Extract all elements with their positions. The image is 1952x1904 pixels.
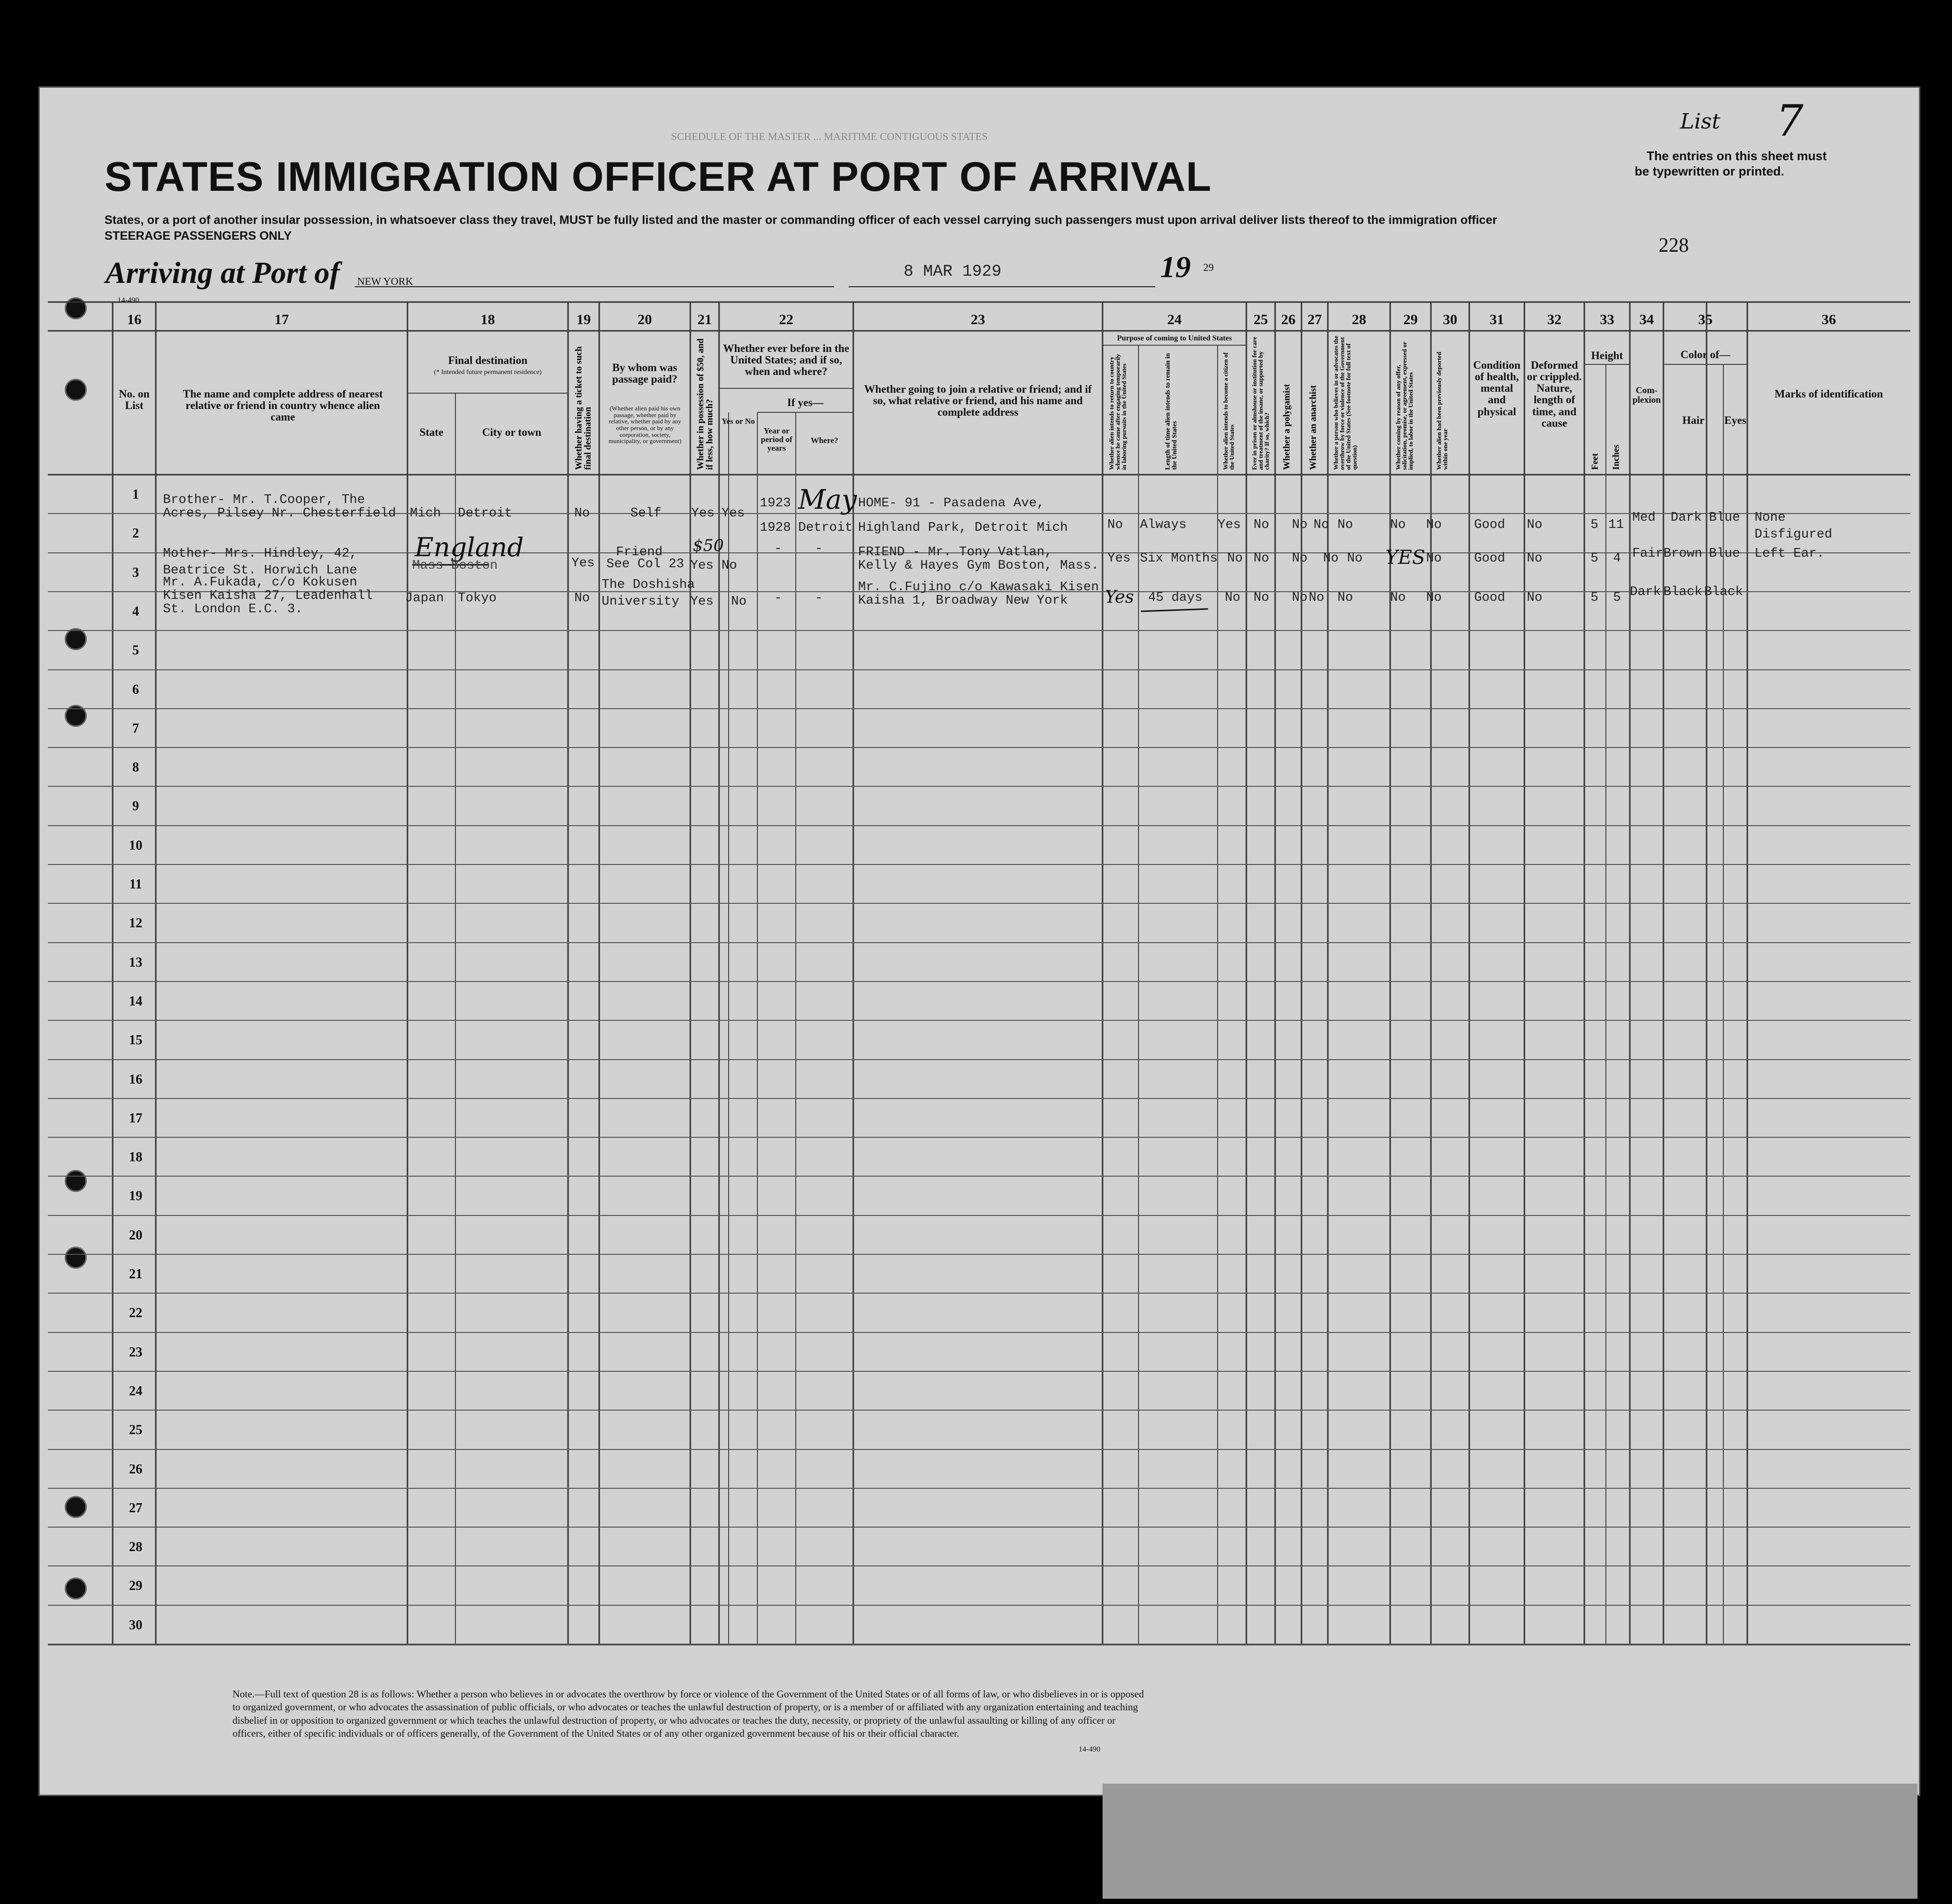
row1-years-1: 1923 xyxy=(760,496,791,511)
form-code: 14-490 xyxy=(1079,1745,1101,1753)
row1-length: Always xyxy=(1140,518,1187,532)
row2-deformed: No xyxy=(1527,551,1543,566)
page-title: STATES IMMIGRATION OFFICER AT PORT OF ARRIVAL xyxy=(105,154,1212,200)
row3-join-line2: Kaisha 1, Broadway New York xyxy=(858,594,1068,608)
row-number: 30 xyxy=(129,1618,142,1633)
row1-c30: No xyxy=(1426,518,1442,532)
row-number: 16 xyxy=(129,1072,142,1087)
row3-state: Japan xyxy=(405,591,444,606)
row2-hair: Brown xyxy=(1663,547,1703,561)
row2-marks-line1: Disfigured xyxy=(1754,527,1833,542)
page-number: 228 xyxy=(1659,234,1689,257)
col-31-header: Condition of health, mental and physical xyxy=(1473,359,1521,418)
faded-header: SCHEDULE OF THE MASTER ... MARITIME CONTIGUOUS STATES xyxy=(671,130,988,142)
row2-money-handwritten: $50 xyxy=(693,536,724,555)
col-30-header: Whether alien had been previously deported within one year xyxy=(1435,351,1449,470)
col-23-number: 23 xyxy=(971,312,985,327)
row2-relative-line2: Beatrice St. Horwich Lane xyxy=(163,563,358,578)
col-34-number: 34 xyxy=(1639,312,1654,327)
row1-city: Detroit xyxy=(458,506,512,521)
row-number: 23 xyxy=(129,1345,142,1360)
row3-eyes: Black xyxy=(1704,585,1743,599)
col-18-city-header: City or town xyxy=(482,426,542,438)
row2-before: No xyxy=(721,559,737,573)
row-number: 7 xyxy=(132,721,139,736)
row2-c27: No xyxy=(1323,551,1339,566)
col-17-number: 17 xyxy=(274,312,289,327)
col-36-header: Marks of identification xyxy=(1774,388,1883,400)
row2-c30: No xyxy=(1426,551,1442,566)
row1-relative-line1: Brother- Mr. T.Cooper, The xyxy=(163,493,365,507)
col-35-number: 35 xyxy=(1698,312,1713,327)
col-24-header: Purpose of coming to United States xyxy=(1117,334,1232,342)
row1-join-line1: HOME- 91 - Pasadena Ave, xyxy=(858,496,1045,511)
col-33-inches-header: Inches xyxy=(1611,444,1621,470)
row-number: 21 xyxy=(129,1267,142,1282)
col-33-number: 33 xyxy=(1600,312,1615,327)
row3-feet: 5 xyxy=(1591,591,1599,605)
row3-length: 45 days xyxy=(1148,591,1203,605)
col-22-ifyes-header: If yes— xyxy=(787,397,824,409)
row2-years: - xyxy=(774,542,782,556)
col-24-return-header: Whether alien intends to return to country whence he came after engaging temporarily in laboring pursuits in the United States xyxy=(1108,353,1127,470)
row1-c28: No xyxy=(1337,518,1353,532)
col-35-eyes-header: Eyes xyxy=(1724,414,1746,426)
col-21-number: 21 xyxy=(697,312,712,327)
row2-return: Yes xyxy=(1107,551,1131,566)
row2-citizen: No xyxy=(1227,551,1243,566)
row1-c26: No xyxy=(1292,518,1308,532)
row2-city-struck: Mass Boston xyxy=(412,559,498,573)
col-28-header: Whether a person who believes in or advocates the overthrow by force or violence of the Government of the United States (See footnote for full text of question) xyxy=(1332,336,1358,470)
col-24-number: 24 xyxy=(1167,312,1182,327)
col-22-yesno-header: Yes or No xyxy=(721,417,755,426)
row-number: 24 xyxy=(129,1384,142,1399)
arrival-date: 8 MAR 1929 xyxy=(904,263,1002,281)
row2-relative-line1: Mother- Mrs. Hindley, 42, xyxy=(163,547,358,561)
row2-money: Yes xyxy=(690,559,714,573)
row-number: 2 xyxy=(132,526,139,541)
row3-citizen: No xyxy=(1225,591,1241,605)
row2-where: - xyxy=(815,542,823,556)
row3-city: Tokyo xyxy=(458,591,497,606)
row3-relative-line1: Mr. A.Fukada, c/o Kokusen xyxy=(163,575,358,590)
row-number: 14 xyxy=(129,994,142,1009)
row-number: 9 xyxy=(132,799,139,814)
row2-ticket: Yes xyxy=(571,556,595,571)
row2-c29: YES xyxy=(1385,547,1426,569)
col-16-number: 16 xyxy=(127,312,141,327)
row2-c28: No xyxy=(1347,551,1363,566)
row-number: 4 xyxy=(132,604,139,619)
row-number: 10 xyxy=(129,838,142,853)
list-number: 7 xyxy=(1776,96,1804,146)
row3-c30: No xyxy=(1426,591,1442,605)
row1-years-2: 1928 xyxy=(760,521,791,535)
row3-relative-line2: Kisen Kaisha 27, Leadenhall xyxy=(163,589,373,603)
row2-paid-by-line1: Friend xyxy=(616,545,663,560)
row3-inches: 5 xyxy=(1613,591,1621,605)
row1-ticket: No xyxy=(574,506,590,521)
col-35-hair-header: Hair xyxy=(1682,414,1705,426)
form-code-top: 14-490 xyxy=(117,296,139,304)
row1-where: Detroit xyxy=(798,521,853,535)
col-29-header: Whether coming by reason of any offer, solicitation, promise, or agreement, expressed or implied, to labor in the United States xyxy=(1394,341,1414,470)
row2-marks-line2: Left Ear. xyxy=(1754,547,1824,561)
row3-c28: No xyxy=(1337,591,1353,605)
row3-c26: No xyxy=(1292,591,1308,605)
row3-where: - xyxy=(815,591,823,606)
col-32-number: 32 xyxy=(1547,312,1562,327)
row3-health: Good xyxy=(1474,591,1505,605)
row1-return: No xyxy=(1107,518,1123,532)
row2-eyes: Blue xyxy=(1709,547,1740,561)
row2-feet: 5 xyxy=(1591,551,1599,566)
col-32-header: Deformed or crippled. Nature, length of time, and cause xyxy=(1527,359,1582,429)
col-35-header: Color of— xyxy=(1680,349,1731,361)
row1-marks: None xyxy=(1754,511,1786,525)
col-19-header: Whether having a ticket to such final destination xyxy=(574,346,593,470)
row3-deformed: No xyxy=(1527,591,1543,605)
row2-length: Six Months xyxy=(1140,551,1218,566)
row1-money: Yes xyxy=(691,506,715,521)
col-26-header: Whether a polygamist xyxy=(1282,384,1292,470)
row2-health: Good xyxy=(1474,551,1505,566)
row3-years: - xyxy=(774,591,782,606)
col-22-where-header: Where? xyxy=(811,436,838,445)
col-22-number: 22 xyxy=(779,312,793,327)
row1-c27: No xyxy=(1313,518,1329,532)
row-number: 1 xyxy=(132,487,139,502)
col-27-number: 27 xyxy=(1307,312,1322,327)
row2-c25: No xyxy=(1254,551,1269,566)
row-number: 17 xyxy=(129,1111,142,1126)
row3-ticket: No xyxy=(574,591,590,606)
row-number: 26 xyxy=(129,1462,142,1477)
row1-paid-by: Self xyxy=(630,506,662,521)
row1-citizen: Yes xyxy=(1218,518,1241,532)
row2-state-handwritten: England xyxy=(415,532,524,562)
col-30-number: 30 xyxy=(1443,312,1457,327)
col-18-subnote: (* Intended future permanent residence) xyxy=(434,369,542,376)
col-20-header: By whom was passage paid? xyxy=(612,362,678,385)
col-18-state-header: State xyxy=(419,426,443,438)
list-label: List xyxy=(1680,109,1720,134)
row1-relative-line2: Acres, Pilsey Nr. Chesterfield xyxy=(163,506,396,521)
row1-health: Good xyxy=(1474,518,1505,532)
row1-hair: Dark xyxy=(1671,511,1702,525)
row1-complexion: Med xyxy=(1632,511,1656,525)
col-21-header: Whether in possession of $50, and if less, how much? xyxy=(696,338,715,470)
row3-join-line1: Mr. C.Fujino c/o Kawasaki Kisen xyxy=(858,580,1099,595)
row-number: 5 xyxy=(132,643,139,658)
row3-relative-line3: St. London E.C. 3. xyxy=(163,602,303,617)
row2-join-line1: FRIEND - Mr. Tony Vatlan, xyxy=(858,545,1053,560)
row1-eyes: Blue xyxy=(1709,511,1740,525)
col-33-header: Height xyxy=(1591,350,1623,362)
row1-feet: 5 xyxy=(1591,518,1599,532)
col-27-header: Whether an anarchist xyxy=(1308,385,1318,470)
steerage-label: STEERAGE PASSENGERS ONLY xyxy=(105,229,292,243)
row3-complexion: Dark xyxy=(1630,585,1661,599)
row-number: 3 xyxy=(132,565,139,580)
row1-state: Mich xyxy=(410,506,441,521)
col-20-number: 20 xyxy=(638,312,652,327)
row-number: 6 xyxy=(132,682,139,697)
row3-paid-by-line1: The Doshisha xyxy=(602,578,695,592)
row-number: 11 xyxy=(129,877,142,892)
col-24-length-header: Length of time alien intends to remain in the United States xyxy=(1164,353,1178,470)
col-20-subnote: (Whether alien paid his own passage, whether paid by relative, whether paid by any other person, or by any corporation, society, municipality, or government) xyxy=(608,405,682,445)
col-31-number: 31 xyxy=(1489,312,1504,327)
year-prefix: 19 xyxy=(1160,250,1191,284)
col-24-citizen-header: Whether alien intends to become a citizen of the United States xyxy=(1222,352,1235,470)
arriving-label: Arriving at Port of xyxy=(105,256,340,290)
col-22-header: Whether ever before in the United States; and if so, when and where? xyxy=(723,342,849,378)
row1-inches: 11 xyxy=(1608,518,1624,532)
footnote-question-28: Note.—Full text of question 28 is as follows: Whether a person who believes in or advocates the overthrow by force or violence of the Government of the United States or of all forms of law, or who disbelieves in or is opposed to organized government, or who advocates the assassination of public officials, or who advocates or teaches the unlawful destruction of property, or is a member of or affiliated with any organization entertaining and teaching disbelief in or opposition to organized government or which teaches the unlawful destruction of property, or who advocates or teaches the duty, necessity, or propriety of the unlawful assaulting or killing of any officer or officers, either of specific individuals or of officers generally, of the Government of the United States or of any other organized government because of his or their official character. xyxy=(232,1688,1144,1739)
col-28-number: 28 xyxy=(1352,312,1366,327)
col-34-header: Com-plexion xyxy=(1632,385,1661,405)
col-29-number: 29 xyxy=(1403,312,1418,327)
row3-before: No xyxy=(731,595,747,609)
row-number: 20 xyxy=(129,1228,142,1243)
row3-c25: No xyxy=(1254,591,1269,605)
row-number: 18 xyxy=(129,1150,142,1165)
col-33-feet-header: Feet xyxy=(1590,453,1600,470)
col-18-number: 18 xyxy=(480,312,495,327)
row-number: 29 xyxy=(129,1578,142,1593)
row-number: 15 xyxy=(129,1033,142,1048)
col-25-number: 25 xyxy=(1254,312,1268,327)
row3-hair: Black xyxy=(1663,585,1703,599)
col-23-header: Whether going to join a relative or friend; and if so, what relative or friend, and his name and complete address xyxy=(864,383,1092,419)
row-number: 19 xyxy=(129,1189,142,1203)
row3-c29: No xyxy=(1390,591,1406,605)
row1-join-line2: Highland Park, Detroit Mich xyxy=(858,521,1068,535)
col-26-number: 26 xyxy=(1281,312,1296,327)
row2-paid-by-line2: See Col 23 xyxy=(606,557,685,572)
typewritten-note-line1: The entries on this sheet must xyxy=(1647,149,1827,163)
row2-inches: 4 xyxy=(1613,551,1621,566)
row-number: 28 xyxy=(129,1540,142,1554)
col-19-number: 19 xyxy=(576,312,591,327)
row-number: 13 xyxy=(129,955,142,970)
row-number: 12 xyxy=(129,916,142,931)
port-value: NEW YORK xyxy=(357,275,413,287)
typewritten-note-line2: be typewritten or printed. xyxy=(1635,164,1785,178)
col-16-header: No. on List xyxy=(119,388,150,412)
col-22-years-header: Year or period of years xyxy=(761,426,792,453)
row3-money: Yes xyxy=(690,595,714,609)
year-suffix: 29 xyxy=(1203,261,1214,273)
row1-where-handwritten: May xyxy=(798,484,857,515)
row-number: 22 xyxy=(129,1306,142,1320)
row2-complexion: Fair xyxy=(1632,547,1663,561)
row-number: 8 xyxy=(132,760,139,775)
row3-c27: No xyxy=(1309,591,1325,605)
row1-c29: No xyxy=(1390,518,1406,532)
row2-c26: No xyxy=(1292,551,1308,566)
row-number: 25 xyxy=(129,1423,142,1437)
col-25-header: Ever in prison or almshouse or institution for care and treatment of the insane, or supported by charity? If so, which? xyxy=(1251,337,1270,470)
row3-paid-by-line2: University xyxy=(602,595,680,609)
row1-before: Yes xyxy=(721,506,745,521)
col-36-number: 36 xyxy=(1822,312,1836,327)
row1-deformed: No xyxy=(1527,518,1543,532)
row3-return: Yes xyxy=(1105,587,1134,607)
col-18-header: Final destination xyxy=(448,354,528,366)
row-number: 27 xyxy=(129,1501,142,1516)
instruction-text: States, or a port of another insular possession, in whatsoever class they travel, MUST be fully listed and the master or commanding officer of each vessel carrying such passengers must upon arrival deliver lists thereof to the immigration officer xyxy=(105,213,1497,227)
row2-join-line2: Kelly & Hayes Gym Boston, Mass. xyxy=(858,559,1099,573)
row1-c25: No xyxy=(1254,518,1269,532)
col-17-header: The name and complete address of nearest relative or friend in country whence alien came xyxy=(183,388,383,423)
